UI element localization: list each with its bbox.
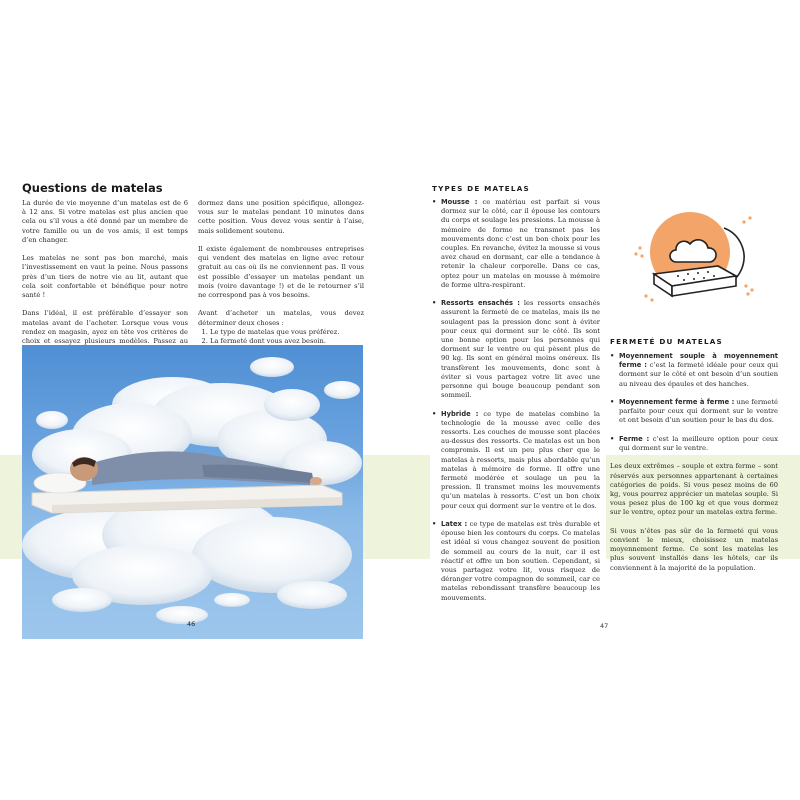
list-item: 1. Le type de matelas que vous préférez. [210, 328, 364, 337]
paragraph: La durée de vie moyenne d’un matelas est de 6 à 12 ans. Si votre matelas est plus ancien que cela ou s’il vous a été donné par un membre de votre famille ou un de vos amis, il est temps d’en changer. [22, 199, 188, 244]
term: Moyennement souple à moyennement ferme : [619, 352, 778, 370]
paragraph: Les matelas ne sont pas bon marché, mais l’investissement en vaut la peine. Nous passons près d’un tiers de notre vie au lit, autant que cela soit confortable et bénéfique pour notre santé ! [22, 254, 188, 300]
page-title: Questions de matelas [22, 181, 163, 195]
paragraph: Avant d’acheter un matelas, vous devez déterminer deux choses : [198, 309, 364, 327]
cloud-illustration [22, 345, 363, 639]
definition: ce type de matelas est très durable et épouse bien les contours du corps. Ce matelas est idéal si vous changez souvent de position de sommeil au cours de la nuit, car il est réactif et offre un bon soutien. Cependant, si vous partagez votre lit, vous risquez de déranger votre compagnon de sommeil, car ce matelas rebondissant transfère beaucoup les mouvements. [441, 520, 600, 602]
term: Ferme : [619, 434, 650, 443]
definition: c’est la fermeté idéale pour ceux qui dorment sur le côté et ont besoin d’un soutien au niveau des épaules et des hanches. [619, 361, 779, 388]
mattress-types-list [432, 198, 600, 603]
definition: ce type de matelas combine la technologie de la mousse avec celle des ressorts. Les couches de mousse sont placées au-dessus des ressorts. Ce matelas est un bon compromis. Il est un peu plus cher que le matelas à ressorts, mais plus abordable qu’un matelas à mémoire de forme. Il offre une fermeté modérée et soulage un peu la pression. Il transmet moins les mouvements qu’un matelas à ressorts. C’est un bon choix pour ceux qui dorment sur le ventre et le dos. [441, 409, 600, 510]
term: Mousse : [441, 198, 478, 206]
page-number-left: 46 [187, 620, 196, 628]
paragraph: Si vous n’êtes pas sûr de la fermeté qui vous convient le mieux, choisissez un matelas moyennement ferme. Ce sont les matelas les plus souvent installés dans les hôtels, car ils conviennent à la majorité de la population. [610, 526, 778, 572]
sleeping-on-cloud-photo [22, 345, 363, 639]
paragraph: Il existe également de nombreuses entreprises qui vendent des matelas en ligne avec retour gratuit au cas où ils ne conviennent pas. Il vous est possible d’essayer un matelas pendant un mois (voire davantage !) et de le retourner s’il ne correspond pas à vos besoins. [198, 245, 364, 300]
term: Latex : [441, 520, 468, 529]
list-item [432, 198, 600, 290]
types-column [432, 198, 600, 612]
definition: les ressorts ensachés assurent la fermeté de ce matelas, mais ils ne soulagent pas la pression donc sont à éviter pour ceux qui dorment sur le côté. Ils sont une bonne option pour les personnes qui dorment sur le ventre ou qui pèsent plus de 90 kg. Ils sont en général moins onéreux. Ils transfèrent les mouvements, donc sont à éviter si vous partagez votre lit avec une personne qui bouge beaucoup pendant son sommeil. [441, 299, 600, 400]
left-column-2 [198, 199, 364, 346]
definition: ce matériau est parfait si vous dormez sur le côté, car il épouse les contours du corps et soulage les pressions. La mousse à mémoire de forme ne transmet pas les mouvements donc c’est un bon choix pour les couples. En revanche, évitez la mousse si vous avez chaud en dormant, car elle a tendance à retenir la chaleur corporelle. Dans ce cas, optez pour un matelas en mousse à mémoire de forme ultra-respirant. [441, 198, 600, 289]
paragraph: Dans l’idéal, il est préférable d’essayer son matelas avant de l’acheter. Lorsque vous vous rendez en magasin, ayez en tête vos critères de choix et essayez plusieurs modèles. Passez au [22, 309, 188, 346]
mattress-moon-cloud-icon [632, 204, 766, 316]
term: Moyennement ferme à ferme : [619, 398, 735, 406]
term: Ressorts ensachés : [441, 299, 520, 308]
fermete-section-title: FERMETÉ DU MATELAS [610, 337, 723, 346]
paragraph: dormez dans une position spécifique, allongez-vous sur le matelas pendant 10 minutes dans cette position. Vous devez vous sentir à l’aise, mais solidement soutenu. [198, 199, 364, 235]
page-number-right: 47 [600, 622, 609, 630]
list-item: 2. La fermeté dont vous avez besoin. [210, 337, 364, 346]
list-item [432, 520, 600, 603]
paragraph: Les deux extrêmes – souple et extra ferme – sont réservés aux personnes appartenant à certaines catégories de poids. Si vous pesez moins de 60 kg, vous pourrez apprécier un matelas souple. Si vous pesez plus de 100 kg et que vous dormez sur le ventre, optez pour un matelas extra ferme. [610, 462, 778, 517]
list-item [610, 398, 778, 426]
list-item [610, 352, 778, 389]
list-item [432, 410, 600, 511]
types-section-title: TYPES DE MATELAS [432, 184, 530, 193]
list-item [432, 299, 600, 400]
choice-list [198, 328, 364, 346]
definition: c’est la meilleure option pour ceux qui dorment sur le ventre. [619, 434, 779, 452]
definition: une fermeté parfaite pour ceux qui dorment sur le ventre et ont besoin d’un soutien pour le bas du dos. [619, 398, 778, 425]
firmness-list [610, 352, 778, 453]
term: Hybride : [441, 409, 479, 418]
fermete-column [610, 352, 778, 582]
list-item [610, 435, 778, 453]
